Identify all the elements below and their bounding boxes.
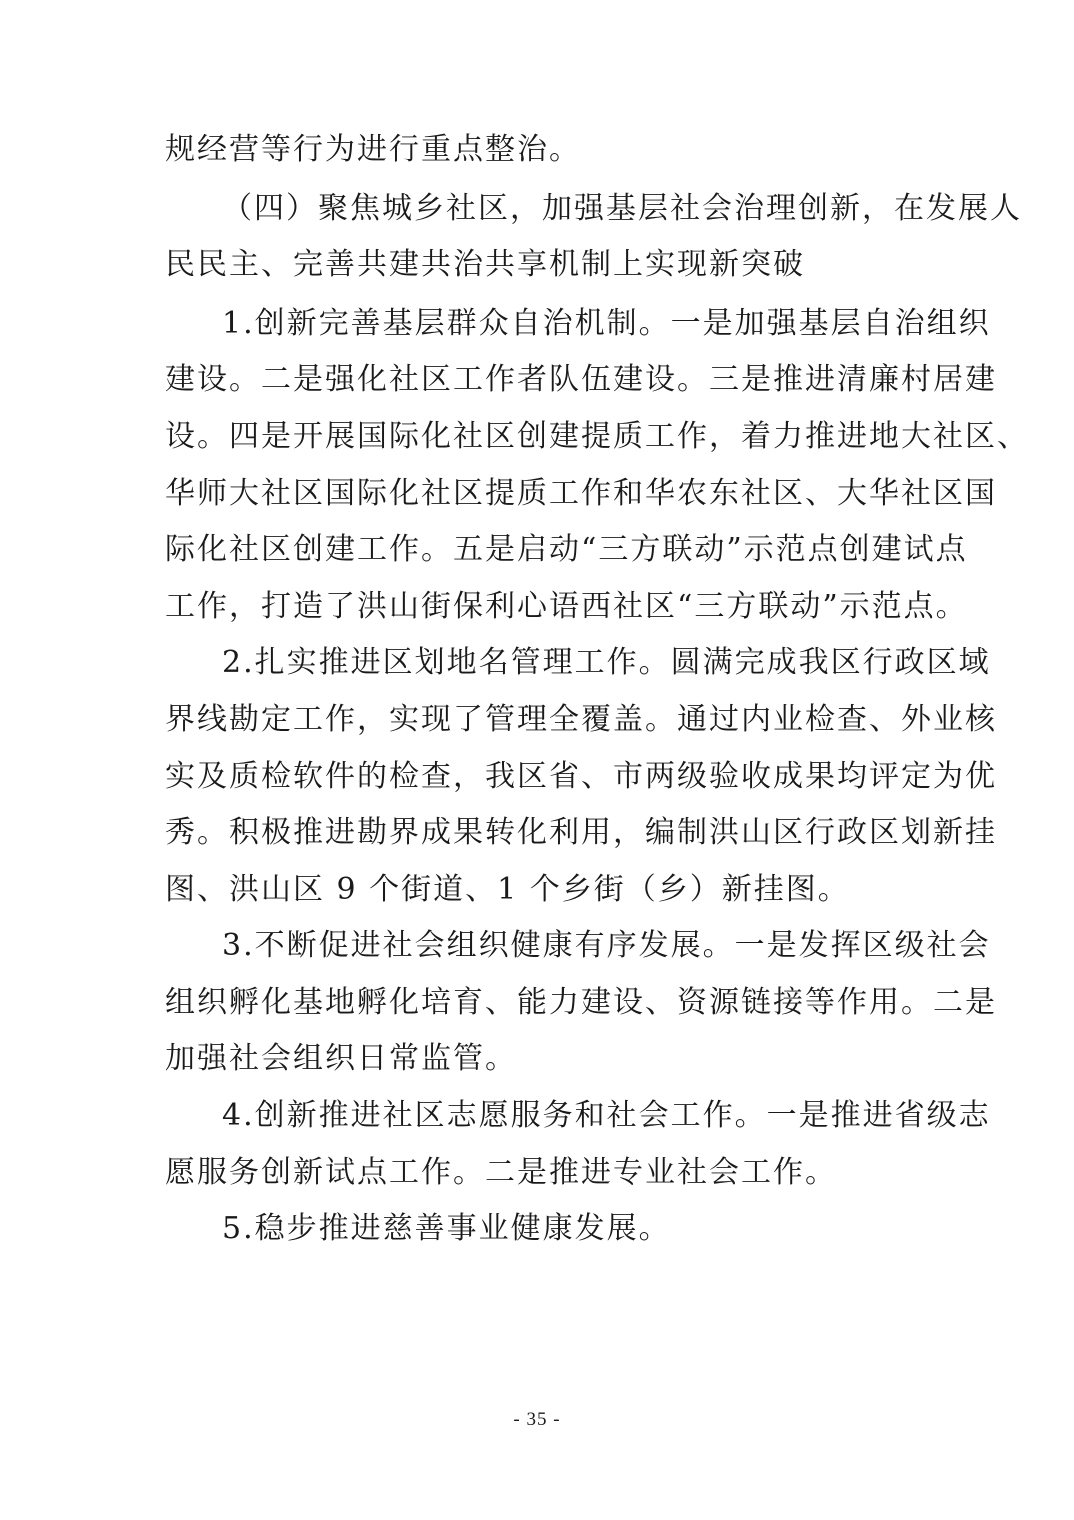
text-line: 组织孵化基地孵化培育、能力建设、资源链接等作用。二是 (165, 985, 997, 1020)
section-heading-line: 民民主、完善共建共治共享机制上实现新突破 (165, 247, 805, 282)
paragraph-line: 4.创新推进社区志愿服务和社会工作。一是推进省级志 (222, 1098, 991, 1133)
text-line: 实及质检软件的检查，我区省、市两级验收成果均评定为优 (165, 759, 997, 794)
section-heading-line: （四）聚焦城乡社区，加强基层社会治理创新，在发展人 (222, 191, 1022, 226)
text-line: 秀。积极推进勘界成果转化利用，编制洪山区行政区划新挂 (165, 815, 997, 850)
text-line: 愿服务创新试点工作。二是推进专业社会工作。 (165, 1155, 837, 1190)
text-line: 图、洪山区 9 个街道、1 个乡街（乡）新挂图。 (165, 872, 850, 907)
text-line: 工作，打造了洪山街保利心语西社区“三方联动”示范点。 (165, 589, 968, 624)
paragraph-line: 1.创新完善基层群众自治机制。一是加强基层自治组织 (222, 306, 991, 341)
text-line: 华师大社区国际化社区提质工作和华农东社区、大华社区国 (165, 476, 997, 511)
paragraph-line: 5.稳步推进慈善事业健康发展。 (222, 1211, 671, 1246)
paragraph-line: 3.不断促进社会组织健康有序发展。一是发挥区级社会 (222, 928, 991, 963)
text-line: 加强社会组织日常监管。 (165, 1041, 517, 1076)
text-line: 设。四是开展国际化社区创建提质工作，着力推进地大社区、 (165, 419, 1029, 454)
text-line: 建设。二是强化社区工作者队伍建设。三是推进清廉村居建 (165, 362, 997, 397)
page-number: - 35 - (513, 1409, 561, 1430)
text-line: 界线勘定工作，实现了管理全覆盖。通过内业检查、外业核 (165, 702, 997, 737)
paragraph-line: 2.扎实推进区划地名管理工作。圆满完成我区行政区域 (222, 645, 991, 680)
text-line: 际化社区创建工作。五是启动“三方联动”示范点创建试点 (165, 532, 968, 567)
text-line: 规经营等行为进行重点整治。 (165, 132, 581, 167)
